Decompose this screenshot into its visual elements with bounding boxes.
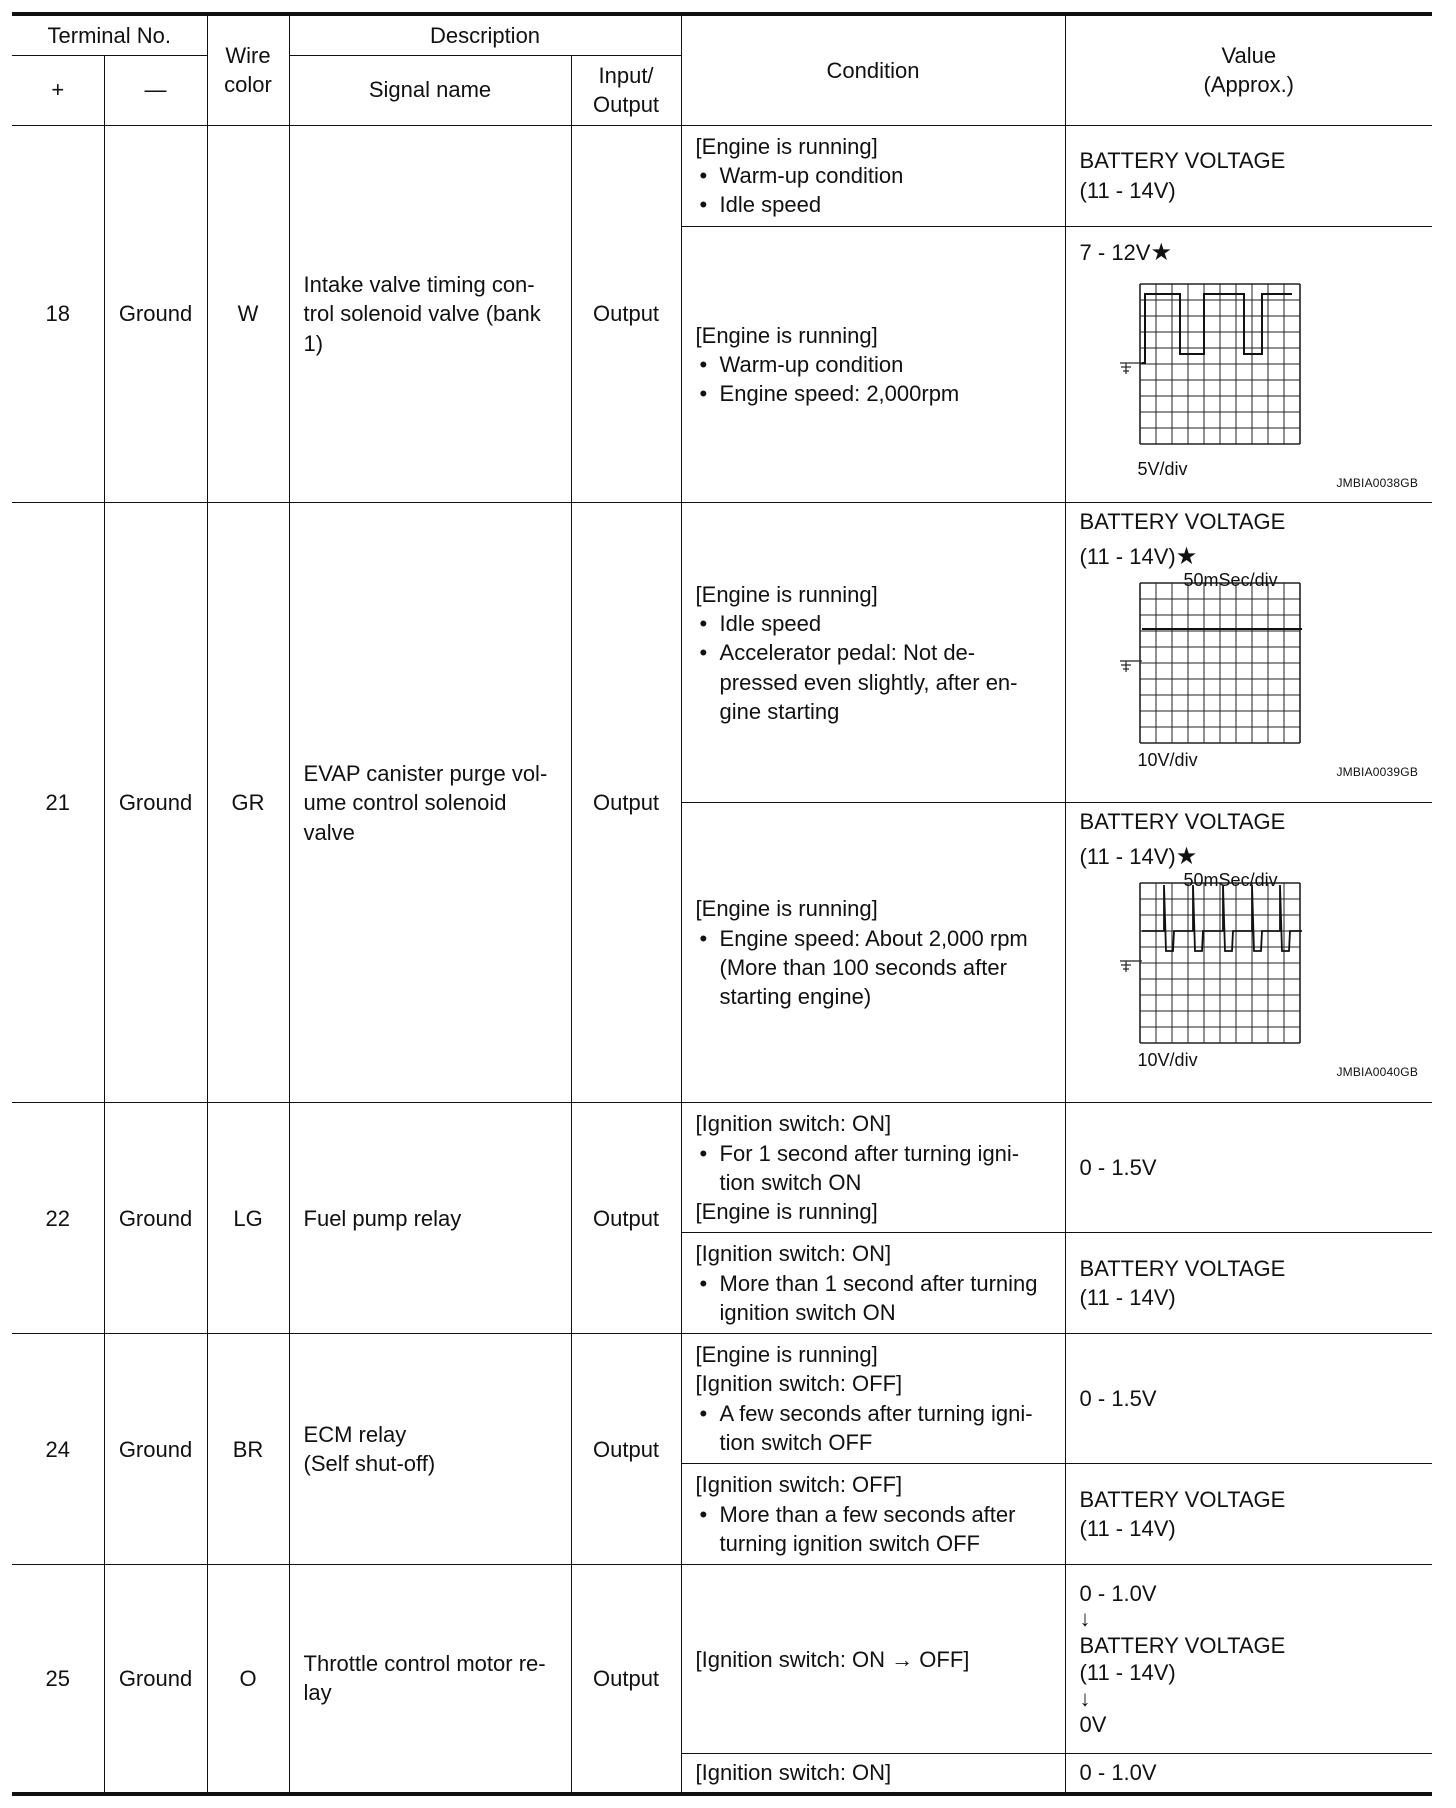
- header-terminal-no: Terminal No.: [12, 14, 207, 55]
- value-18-b: [1065, 226, 1432, 503]
- condition-25-a: [681, 1565, 1065, 1754]
- waveform-18: [1080, 274, 1419, 496]
- signal-name-21: EVAP canister purge vol- ume control solenoid valve: [289, 503, 571, 1103]
- voltage-scale: 10V/div: [1137, 749, 1198, 770]
- down-arrow-icon: ↓: [1079, 1685, 1091, 1711]
- condition-24-a: [681, 1334, 1065, 1464]
- ground-18: Ground: [104, 125, 207, 503]
- value-line: (11 - 14V): [1079, 1660, 1176, 1686]
- value-line: BATTERY VOLTAGE: [1079, 1486, 1286, 1512]
- ground-21: Ground: [104, 503, 207, 1103]
- waveform-21-idle: [1080, 569, 1419, 789]
- star-icon: ★: [1150, 238, 1172, 266]
- ecm-terminal-table: [12, 12, 1432, 1796]
- condition-head: [Ignition switch: ON → OFF]: [695, 1646, 970, 1672]
- waveform-trace: [1142, 294, 1292, 363]
- condition-head: [Ignition switch: OFF]: [695, 1472, 903, 1498]
- condition-head: [Engine is running]: [695, 322, 878, 348]
- oscilloscope-grid: [1080, 573, 1420, 789]
- condition-head: [Engine is running]: [695, 581, 878, 607]
- ground-symbol-icon: [1120, 661, 1142, 672]
- value-line: BATTERY VOLTAGE: [1079, 809, 1286, 835]
- time-scale: 50mSec/div: [1183, 569, 1278, 590]
- condition-18-b: [681, 226, 1065, 503]
- value-22-a: [1065, 1103, 1432, 1233]
- condition-item: • For 1 second after turning igni- tion switch ON: [696, 1139, 1051, 1198]
- io-18: Output: [571, 125, 681, 503]
- figure-code: JMBIA0038GB: [1336, 476, 1419, 491]
- condition-item: • Engine speed: About 2,000 rpm (More than 100 seconds after starting engine): [696, 924, 1051, 1012]
- star-icon: ★: [1175, 842, 1198, 870]
- value-line: 0 - 1.0V: [1079, 1760, 1157, 1786]
- condition-head: [Ignition switch: ON]: [695, 1760, 892, 1786]
- header-input-output: Input/ Output: [571, 55, 681, 125]
- terminal-25: 25: [12, 1565, 104, 1794]
- value-22-b: [1065, 1233, 1432, 1334]
- condition-18-a: [681, 125, 1065, 226]
- wire-color-21: GR: [207, 503, 289, 1103]
- voltage-scale: 5V/div: [1137, 459, 1188, 480]
- value-line: (11 - 14V): [1079, 1285, 1176, 1311]
- condition-head: [Engine is running]: [695, 133, 878, 159]
- value-line: 0 - 1.0V: [1079, 1580, 1157, 1606]
- ground-symbol-icon: [1120, 961, 1142, 972]
- value-line: 0 - 1.5V: [1079, 1386, 1157, 1412]
- value-21-a: [1065, 503, 1432, 803]
- value-line: (11 - 14V): [1079, 1516, 1176, 1542]
- header-signal-name: Signal name: [289, 55, 571, 125]
- down-arrow-icon: ↓: [1079, 1606, 1091, 1632]
- figure-code: JMBIA0039GB: [1336, 764, 1419, 779]
- io-25: Output: [571, 1565, 681, 1794]
- terminal-18: 18: [12, 125, 104, 503]
- value-line: BATTERY VOLTAGE: [1079, 1256, 1286, 1282]
- condition-21-b: [681, 803, 1065, 1103]
- condition-25-b: [681, 1754, 1065, 1794]
- condition-item: • Engine speed: 2,000rpm: [696, 379, 1051, 408]
- wire-color-18: W: [207, 125, 289, 503]
- oscilloscope-grid: [1080, 274, 1420, 496]
- star-icon: ★: [1175, 542, 1198, 570]
- header-value: [1065, 14, 1432, 125]
- value-24-b: [1065, 1464, 1432, 1565]
- time-scale: 50mSec/div: [1183, 869, 1278, 890]
- header-wire-color: Wire color: [207, 14, 289, 125]
- io-22: Output: [571, 1103, 681, 1334]
- terminal-24: 24: [12, 1334, 104, 1565]
- signal-name-25: Throttle control motor re- lay: [289, 1565, 571, 1794]
- condition-item: • More than a few seconds after turning ignition switch OFF: [696, 1500, 1051, 1559]
- ground-symbol-icon: [1120, 363, 1142, 374]
- value-line: (11 - 14V): [1079, 177, 1176, 203]
- condition-head: [Ignition switch: OFF]: [695, 1371, 903, 1397]
- value-25-a: [1065, 1565, 1432, 1754]
- signal-name-24: [289, 1334, 571, 1565]
- condition-24-b: [681, 1464, 1065, 1565]
- signal-name-line: (Self shut-off): [303, 1451, 436, 1477]
- ground-25: Ground: [104, 1565, 207, 1794]
- condition-head: [Ignition switch: ON]: [695, 1111, 892, 1137]
- figure-code: JMBIA0040GB: [1336, 1064, 1419, 1079]
- value-21-b: [1065, 803, 1432, 1103]
- value-line: 0V: [1079, 1711, 1107, 1737]
- signal-name-22: Fuel pump relay: [289, 1103, 571, 1334]
- header-minus: —: [104, 55, 207, 125]
- wire-color-24: BR: [207, 1334, 289, 1565]
- condition-22-a: [681, 1103, 1065, 1233]
- condition-item: • Warm-up condition: [696, 350, 1051, 379]
- value-line: (11 - 14V): [1079, 543, 1176, 569]
- condition-21-a: [681, 503, 1065, 803]
- value-18-a: [1065, 125, 1432, 226]
- terminal-21: 21: [12, 503, 104, 1103]
- signal-name-line: ECM relay: [303, 1421, 407, 1447]
- io-24: Output: [571, 1334, 681, 1565]
- value-24-a: [1065, 1334, 1432, 1464]
- condition-head: [Engine is running]: [695, 1199, 878, 1225]
- terminal-22: 22: [12, 1103, 104, 1334]
- wire-color-25: O: [207, 1565, 289, 1794]
- waveform-21-2000rpm: [1080, 869, 1419, 1089]
- value-line: 7 - 12V: [1079, 239, 1151, 265]
- condition-item: • Warm-up condition: [696, 161, 1051, 190]
- value-line: BATTERY VOLTAGE: [1079, 148, 1286, 174]
- value-line: BATTERY VOLTAGE: [1079, 509, 1286, 535]
- value-line: 0 - 1.5V: [1079, 1155, 1157, 1181]
- condition-item: • Idle speed: [696, 609, 1051, 638]
- condition-head: [Engine is running]: [695, 1342, 878, 1368]
- condition-item: • Idle speed: [696, 190, 1051, 219]
- oscilloscope-grid: [1080, 873, 1420, 1089]
- ground-22: Ground: [104, 1103, 207, 1334]
- value-line: BATTERY VOLTAGE: [1079, 1632, 1286, 1658]
- condition-head: [Ignition switch: ON]: [695, 1241, 892, 1267]
- value-25-b: [1065, 1754, 1432, 1794]
- condition-item: • Accelerator pedal: Not de- pressed even slightly, after en- gine starting: [696, 638, 1051, 726]
- waveform-trace: [1142, 885, 1302, 951]
- header-condition: Condition: [681, 14, 1065, 125]
- header-value-label: Value: [1221, 43, 1277, 68]
- voltage-scale: 10V/div: [1137, 1049, 1198, 1070]
- header-plus: +: [12, 55, 104, 125]
- condition-item: • More than 1 second after turning ignition switch ON: [696, 1269, 1051, 1328]
- ground-24: Ground: [104, 1334, 207, 1565]
- header-description: Description: [289, 14, 681, 55]
- header-value-approx: (Approx.): [1203, 72, 1295, 98]
- wire-color-22: LG: [207, 1103, 289, 1334]
- value-line: (11 - 14V): [1079, 843, 1176, 869]
- io-21: Output: [571, 503, 681, 1103]
- condition-item: • A few seconds after turning igni- tion switch OFF: [696, 1399, 1051, 1458]
- condition-22-b: [681, 1233, 1065, 1334]
- condition-head: [Engine is running]: [695, 896, 878, 922]
- signal-name-18: Intake valve timing con- trol solenoid valve (bank 1): [289, 125, 571, 503]
